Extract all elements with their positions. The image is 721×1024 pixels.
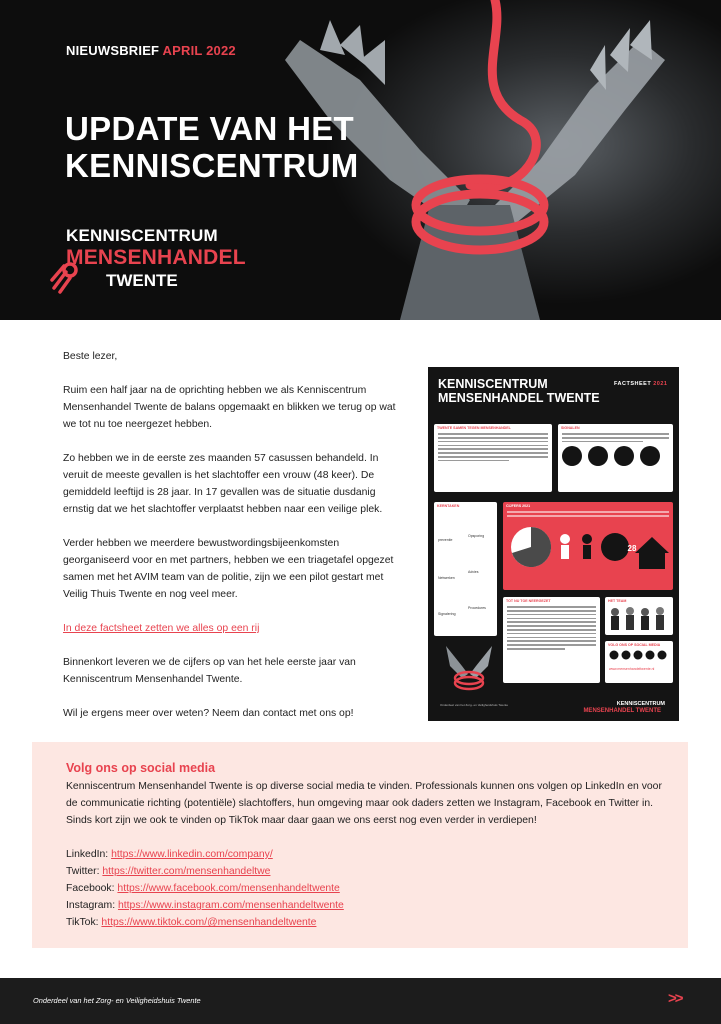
tiktok-link[interactable]: https://www.tiktok.com/@mensenhandeltwente (101, 917, 317, 928)
factsheet-card-intro-heading: TWENTE SAMEN TEGEN MENSENHANDEL (437, 426, 511, 430)
newsletter-date: APRIL 2022 (162, 43, 236, 58)
newsletter-body (63, 348, 403, 739)
newsletter-label-prefix: NIEUWSBRIEF (66, 43, 160, 58)
social-intro: Kenniscentrum Mensenhandel Twente is op diverse social media te vinden. Professionals kunnen ons volgen op LinkedIn en voor de communicatie richting (potentiële) slachtoffers, hun omgeving maar ook daders zetten we Instagram, Facebook en Twitter in. Sinds kort zijn we ook te vinden op TikTok maar daar gaan we ons eerst nog even verder in verdiepen! (66, 781, 662, 826)
figures-stat: 28 (627, 544, 637, 553)
social-link-row (66, 846, 344, 863)
social-link-row (66, 863, 344, 880)
newsletter-label (66, 43, 236, 58)
factsheet-card-team-heading: HET TEAM (608, 599, 627, 603)
task-label: Signalering (438, 612, 456, 616)
instagram-link[interactable]: https://www.instagram.com/mensenhandeltwente (117, 900, 344, 911)
social-link-label: Twitter: (66, 866, 100, 877)
social-media-box (32, 742, 688, 948)
facebook-link[interactable]: https://www.facebook.com/mensenhandeltwente (117, 883, 340, 894)
paragraph-intro: Ruim een half jaar na de oprichting hebben we als Kenniscentrum Mensenhandel Twente de balans opgemaakt en blikken we terug op wat we tot nu toe neergezet hebben. (63, 385, 396, 430)
social-link-label: Facebook: (66, 883, 115, 894)
social-heading: Volg ons op social media (66, 761, 216, 775)
page-title: UPDATE VAN HET KENNISCENTRUM (65, 110, 359, 184)
hero-banner (0, 0, 721, 320)
social-link-row (66, 880, 344, 897)
social-icons (605, 648, 673, 662)
factsheet-logo-line-1: KENNISCENTRUM (616, 701, 665, 707)
figures-graphics (503, 517, 673, 577)
team-photo (605, 604, 673, 632)
factsheet-logo-line-2: MENSENHANDEL TWENTE (583, 708, 661, 714)
logo-line-3: TWENTE (106, 271, 178, 290)
social-links-list (66, 846, 344, 931)
signal-icons (558, 442, 673, 470)
factsheet-card-achievements-heading: TOT NU TOE NEERGEZET (506, 599, 551, 603)
factsheet-card-tasks-heading: KERNTAKEN (437, 504, 460, 508)
task-label: Opsporing (468, 534, 485, 538)
page-footer (0, 978, 721, 1024)
factsheet-card-figures (503, 502, 673, 590)
greeting: Beste lezer, (63, 351, 118, 362)
social-link-label: LinkedIn: (66, 849, 109, 860)
factsheet-card-intro (434, 424, 552, 492)
next-arrow-icon[interactable]: >> (668, 990, 682, 1007)
hands-illustration (440, 640, 498, 698)
factsheet-card-signals-heading: SIGNALEN (561, 426, 580, 430)
social-link-label: Instagram: (66, 900, 116, 911)
task-label: preventie (438, 538, 453, 542)
factsheet-tag-word: FACTSHEET (614, 381, 652, 387)
factsheet-card-tasks (434, 502, 497, 636)
paragraph-figures: Zo hebben we in de eerste zes maanden 57 casussen behandeld. In veruit de meeste gevallen is het slachtoffer een vrouw (48 keer). De gemiddeld leeftijd is 28 jaar. In 17 gevallen was de situatie dusdanig ernstig dat we het slachtoffer verplaatst hebben naar een veilige plek. (63, 453, 383, 515)
factsheet-site-url: www.mensenhandeltwente.nl (609, 667, 655, 671)
task-label: Netwerken (438, 576, 455, 580)
factsheet-link[interactable]: In deze factsheet zetten we alles op een rij (63, 623, 260, 634)
social-link-label: TikTok: (66, 917, 99, 928)
paragraph-upcoming: Binnenkort leveren we de cijfers op van het hele eerste jaar van Kenniscentrum Mensenhandel Twente. (63, 657, 356, 685)
factsheet-card-achievements (503, 597, 600, 683)
paragraph-activities: Verder hebben we meerdere bewustwordingsbijeenkomsten georganiseerd voor en met partners, hebben we een triagetafel opgezet samen met het AVIM team van de politie, zijn we een pilot gestart met Veilig Thuis Twente en nog veel meer. (63, 538, 394, 600)
kenniscentrum-logo (50, 226, 260, 296)
linkedin-link[interactable]: https://www.linkedin.com/company/ (111, 849, 273, 860)
factsheet-card-signals (558, 424, 673, 492)
factsheet-footer: Onderdeel van het Zorg- en Veiligheidshuis Twente (440, 703, 508, 707)
factsheet-card-social (605, 641, 673, 683)
task-label: Procedures (468, 606, 486, 610)
factsheet-thumbnail[interactable] (428, 367, 679, 721)
logo-line-1: KENNISCENTRUM (66, 226, 218, 245)
factsheet-tag (614, 381, 667, 387)
logo-line-2: MENSENHANDEL (66, 246, 246, 269)
factsheet-card-social-heading: VOLG ONS OP SOCIAL MEDIA (608, 643, 661, 647)
factsheet-card-figures-heading: CIJFERS 2021 (506, 504, 531, 508)
factsheet-title: KENNISCENTRUM MENSENHANDEL TWENTE (438, 377, 600, 405)
factsheet-tag-year: 2021 (653, 381, 668, 387)
footer-text: Onderdeel van het Zorg- en Veiligheidshuis Twente (33, 996, 201, 1005)
factsheet-card-team (605, 597, 673, 635)
twitter-link[interactable]: https://twitter.com/mensenhandeltwe (102, 866, 271, 877)
paragraph-contact: Wil je ergens meer over weten? Neem dan contact met ons op! (63, 708, 354, 719)
social-link-row (66, 897, 344, 914)
task-label: Advies (468, 570, 479, 574)
social-link-row (66, 914, 344, 931)
